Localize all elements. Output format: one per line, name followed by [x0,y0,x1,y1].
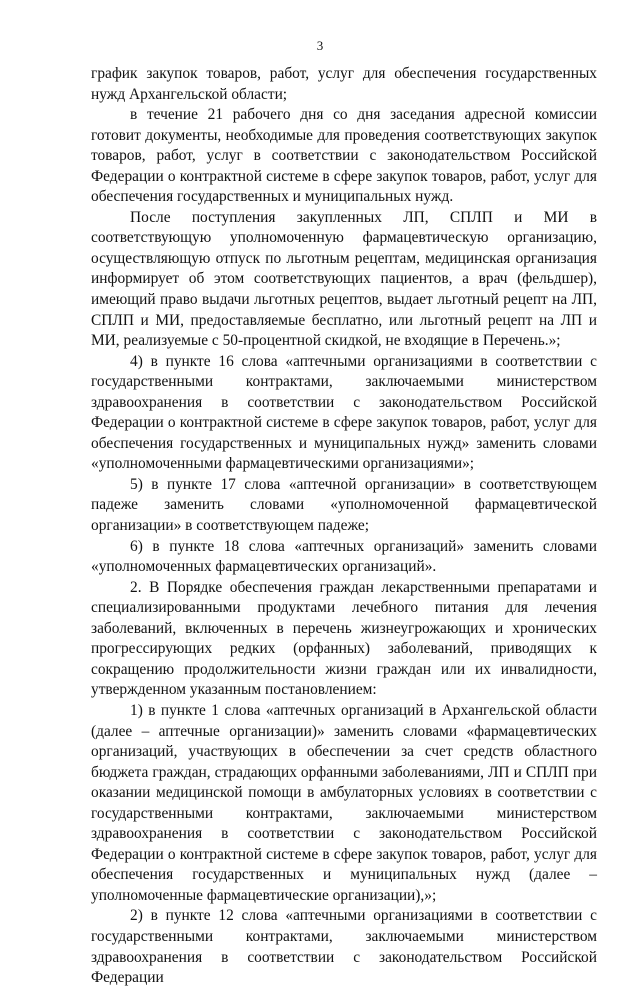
paragraph: в течение 21 рабочего дня со дня заседания адресной комиссии готовит документы, необходимые для проведения соответствующих закупок товаров, работ, услуг в соответствии с законодательством Российской Федерации о контрактной системе в сфере закупок товаров, работ, услуг для обеспечения государственных и муниципальных нужд. [91,106,597,206]
paragraph: 5) в пункте 17 слова «аптечной организации» в соответствующем падеже заменить словами «уполномоченной фармацевтической организации» в соответствующем падеже; [91,475,597,535]
paragraph: 2. В Порядке обеспечения граждан лекарственными препаратами и специализированными продуктами лечебного питания для лечения заболеваний, включенных в перечень жизнеугрожающих и хронических прогрессирующих редких (орфанных) заболеваний, приводящих к сокращению продолжительности жизни граждан или их инвалидности, утвержденном указанным постановлением: [91,578,597,699]
paragraph: 6) в пункте 18 слова «аптечных организаций» заменить словами «уполномоченных фармацевтических организаций». [91,537,597,576]
paragraph: 4) в пункте 16 слова «аптечными организациями в соответствии с государственными контрактами, заключаемыми министерством здравоохранения в соответствии с законодательством Российской Федерации о контрактной системе в сфере закупок товаров, работ, услуг для обеспечения государственных и муниципальных нужд» заменить словами «уполномоченными фармацевтическими организациями»; [91,352,597,473]
paragraph: 2) в пункте 12 слова «аптечными организациями в соответствии с государственными контрактами, заключаемыми министерством здравоохранения в соответствии с законодательством Российской Федерации [91,907,597,987]
document-body [91,64,597,989]
paragraph: 1) в пункте 1 слова «аптечных организаций в Архангельской области (далее – аптечные организации)» заменить словами «фармацевтических организаций, участвующих в обеспечении за счет средств областного бюджета граждан, страдающих орфанными заболеваниями, ЛП и СПЛП при оказании медицинской помощи в амбулаторных условиях в соответствии с государственными контрактами, заключаемыми министерством здравоохранения в соответствии с законодательством Российской Федерации о контрактной системе в сфере закупок товаров, работ, услуг для обеспечения государственных и муниципальных нужд (далее – уполномоченные фармацевтические организации),»; [91,701,597,904]
paragraph: После поступления закупленных ЛП, СПЛП и МИ в соответствующую уполномоченную фармацевтическую организацию, осуществляющую отпуск по льготным рецептам, медицинская организация информирует об этом соответствующих пациентов, а врач (фельдшер), имеющий право выдачи льготных рецептов, выдает льготный рецепт на ЛП, СПЛП и МИ, предоставляемые бесплатно, или льготный рецепт на ЛП и МИ, реализуемые с 50-процентной скидкой, не входящие в Перечень.»; [91,208,597,350]
paragraph-continuation: график закупок товаров, работ, услуг для обеспечения государственных нужд Архангельской области; [91,65,597,103]
page-number: 3 [316,38,324,53]
